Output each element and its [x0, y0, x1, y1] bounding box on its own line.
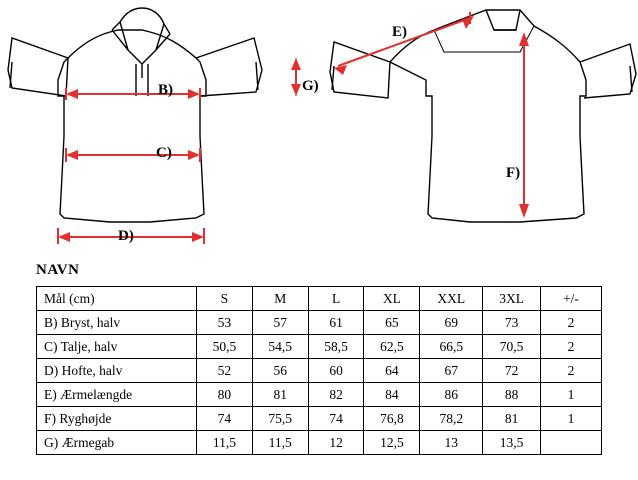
back-shirt-outline — [330, 10, 636, 222]
cell-value: 11,5 — [197, 431, 253, 455]
header-size-m: M — [252, 287, 308, 311]
label-d: D) — [118, 228, 134, 244]
page-title: NAVN — [36, 262, 80, 278]
row-label: E) Ærmelængde — [37, 383, 197, 407]
header-tolerance: +/- — [541, 287, 602, 311]
cell-value: 64 — [364, 359, 420, 383]
cell-value: 70,5 — [483, 335, 541, 359]
label-e: E) — [392, 24, 407, 40]
row-label: D) Hofte, halv — [37, 359, 197, 383]
cell-tolerance: 2 — [541, 311, 602, 335]
cell-value: 50,5 — [197, 335, 253, 359]
header-size-l: L — [308, 287, 364, 311]
cell-value: 13 — [420, 431, 483, 455]
row-label: C) Talje, halv — [37, 335, 197, 359]
table-row — [37, 431, 602, 455]
cell-value: 66,5 — [420, 335, 483, 359]
cell-value: 65 — [364, 311, 420, 335]
cell-value: 62,5 — [364, 335, 420, 359]
cell-value: 88 — [483, 383, 541, 407]
cell-value: 69 — [420, 311, 483, 335]
cell-value: 75,5 — [252, 407, 308, 431]
cell-value: 12 — [308, 431, 364, 455]
row-label: G) Ærmegab — [37, 431, 197, 455]
cell-value: 72 — [483, 359, 541, 383]
cell-value: 74 — [308, 407, 364, 431]
front-measure-arrows — [58, 58, 301, 244]
cell-value: 67 — [420, 359, 483, 383]
header-measure: Mål (cm) — [37, 287, 197, 311]
cell-value: 82 — [308, 383, 364, 407]
cell-tolerance: 1 — [541, 383, 602, 407]
row-label: F) Ryghøjde — [37, 407, 197, 431]
row-label: B) Bryst, halv — [37, 311, 197, 335]
front-shirt-outline — [8, 8, 296, 222]
cell-tolerance: 1 — [541, 407, 602, 431]
cell-value: 54,5 — [252, 335, 308, 359]
table-row — [37, 311, 602, 335]
cell-value: 53 — [197, 311, 253, 335]
label-g: G) — [302, 78, 319, 94]
cell-value: 56 — [252, 359, 308, 383]
cell-value: 52 — [197, 359, 253, 383]
table-row — [37, 359, 602, 383]
header-size-3xl: 3XL — [483, 287, 541, 311]
cell-value: 81 — [483, 407, 541, 431]
header-size-xl: XL — [364, 287, 420, 311]
table-row — [37, 407, 602, 431]
cell-value: 80 — [197, 383, 253, 407]
cell-value: 12,5 — [364, 431, 420, 455]
cell-value: 74 — [197, 407, 253, 431]
table-header-row — [37, 287, 602, 311]
cell-value: 78,2 — [420, 407, 483, 431]
cell-value: 60 — [308, 359, 364, 383]
size-measurement-table — [36, 286, 602, 455]
cell-tolerance — [541, 431, 602, 455]
cell-value: 61 — [308, 311, 364, 335]
cell-value: 57 — [252, 311, 308, 335]
table-row — [37, 335, 602, 359]
label-b: B) — [158, 82, 173, 98]
cell-value: 13,5 — [483, 431, 541, 455]
label-f: F) — [506, 165, 521, 181]
label-c: C) — [156, 145, 172, 161]
cell-value: 86 — [420, 383, 483, 407]
header-size-xxl: XXL — [420, 287, 483, 311]
table-row — [37, 383, 602, 407]
header-size-s: S — [197, 287, 253, 311]
cell-value: 76,8 — [364, 407, 420, 431]
cell-value: 11,5 — [252, 431, 308, 455]
cell-tolerance: 2 — [541, 359, 602, 383]
cell-value: 58,5 — [308, 335, 364, 359]
cell-value: 73 — [483, 311, 541, 335]
cell-tolerance: 2 — [541, 335, 602, 359]
cell-value: 84 — [364, 383, 420, 407]
cell-value: 81 — [252, 383, 308, 407]
